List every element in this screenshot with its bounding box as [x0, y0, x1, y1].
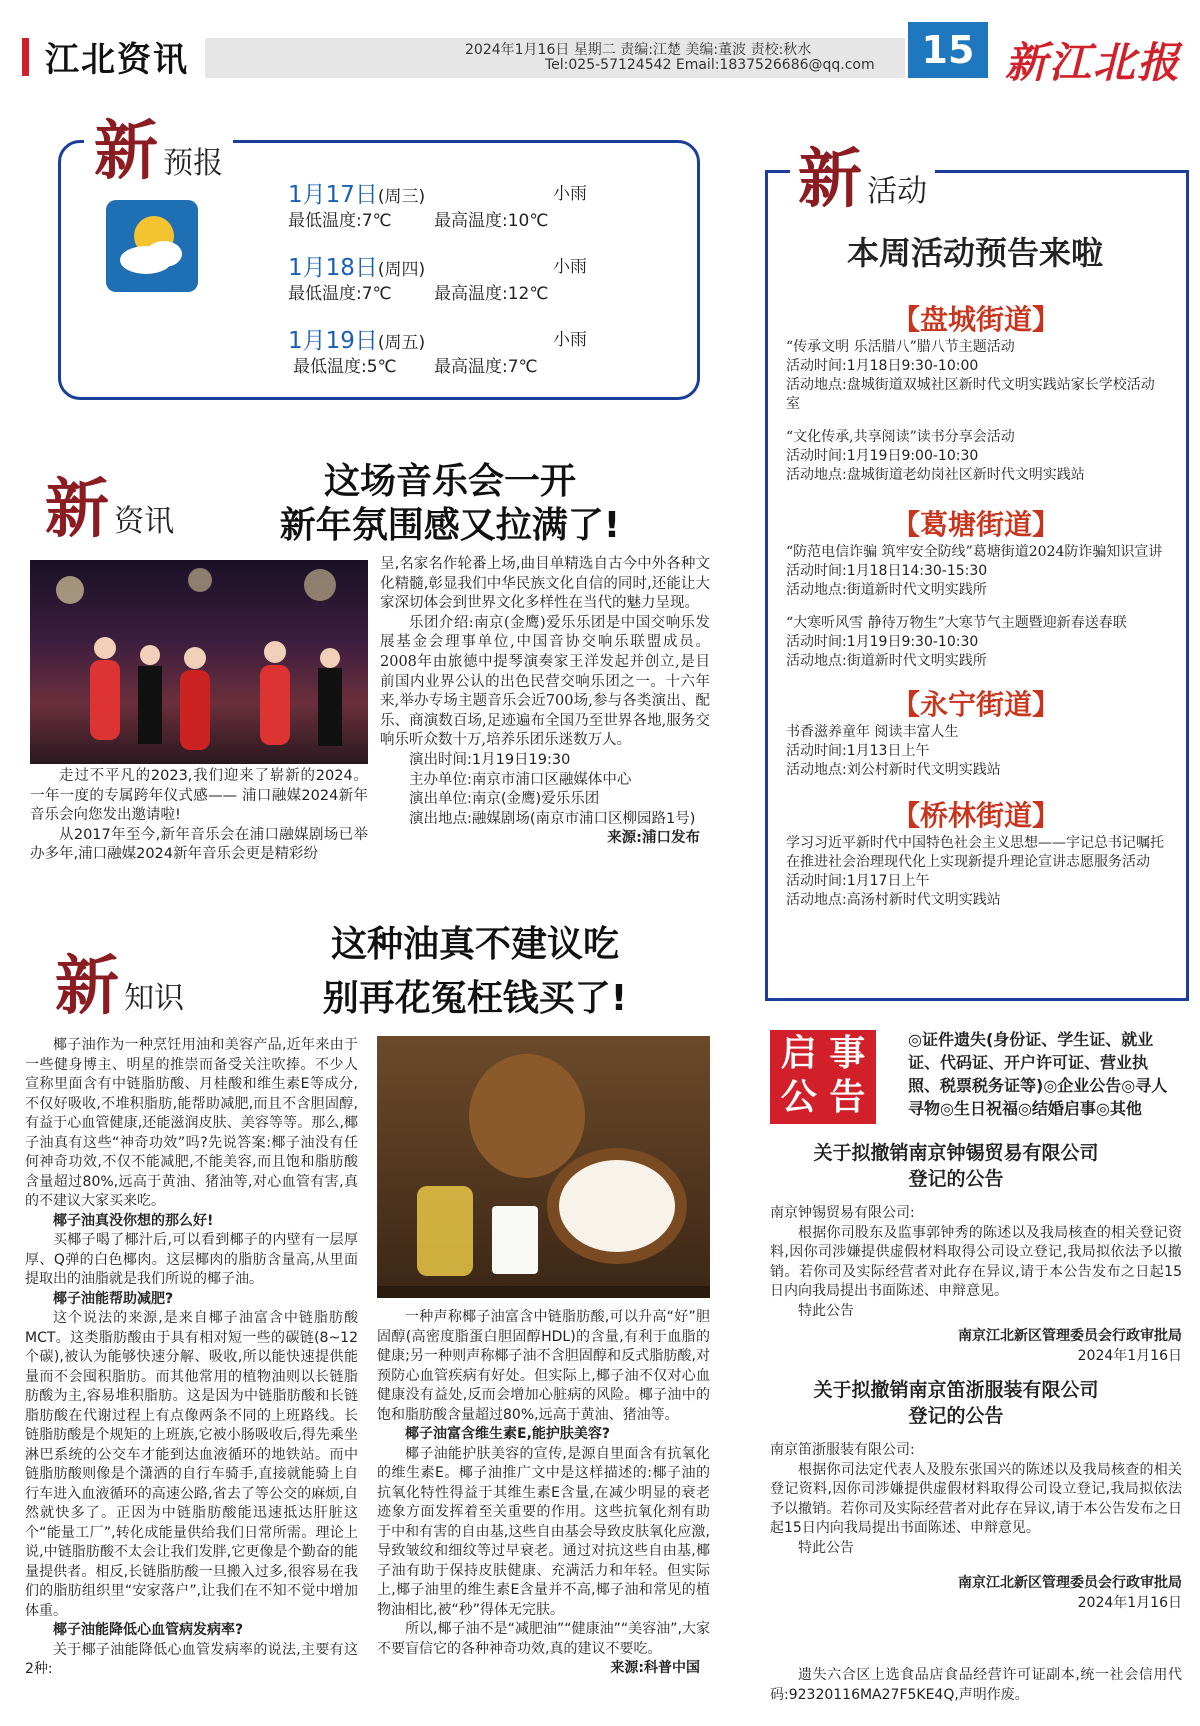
notice-title-line: 登记的公告 — [908, 1168, 1004, 1190]
paragraph: 椰子油能护肤美容的宣传,是源自里面含有抗氧化的维生素E。椰子油推广文中是这样描述的:椰子油的抗氧化特性得益于其维生素E含量,在减少明显的衰老迹象方面发挥着至关重要的作用。这些抗氧化剂有助于中和有害的自由基,这些自由基会导致皮肤氧化应激,导致皱纹和细纹等过早衰老。通过对抗这些自由基,椰子油有助于保持皮肤健康、充满活力和年轻。但实际上,椰子油里的维生素E含量并不高,椰子油和常见的植物油相比,被“秒”得体无完肤。 — [377, 1445, 710, 1618]
forecast-weather: 小雨 — [553, 184, 587, 204]
paragraph: 根据你司股东及监事郭钟秀的陈述以及我局核查的相关登记资料,因你司涉嫌提供虚假材料取得公司设立登记,我局拟依法予以撤销。若你司及实际经营者对此存在异议,请于本公告发布之日起15日内向我局提出书面陈述、申辩意见。 — [770, 1224, 1182, 1299]
forecast-weather: 小雨 — [553, 257, 587, 277]
knowledge-heading — [55, 935, 184, 1027]
event-place: 活动地点:高汤村新时代文明实践站 — [786, 892, 1001, 908]
badge-line: 启 事 — [780, 1033, 866, 1074]
event-place: 活动地点:盘城街道双城社区新时代文明实践站家长学校活动室 — [786, 377, 1155, 412]
loss-notice: 遗失六合区上选食品店食品经营许可证副本,统一社会信用代码:92320116MA27F5KE4Q,声明作废。 — [770, 1667, 1182, 1703]
headline-line: 这场音乐会一开 — [323, 461, 576, 502]
district-name: 【永宁街道】 — [891, 688, 1060, 721]
notice-date: 2024年1月16日 — [1077, 1594, 1182, 1611]
event-place: 活动地点:街道新时代文明实践所 — [786, 582, 987, 598]
xin-char: 新 — [94, 114, 158, 189]
event-name: “防范电信诈骗 筑牢安全防线”葛塘街道2024防诈骗知识宣讲 — [786, 544, 1163, 560]
forecast-day — [288, 322, 618, 395]
paragraph: 从2017年至今,新年音乐会在浦口融媒剧场已举办多年,浦口融媒2024新年音乐会更是精彩纷 — [30, 826, 368, 863]
district-block — [786, 503, 1166, 671]
paragraph: 这个说法的来源,是来自椰子油富含中链脂肪酸MCT。这类脂肪酸由于具有相对短一些的碳链(8~12个碳),被认为能够快速分解、吸收,所以能快速提供能量而不会囤积脂肪。而其他常用的植物油则以长链脂肪酸为主,容易堆积脂肪。这是因为中链脂肪酸和长链脂肪酸在代谢过程上有点像两条不同的上班路线。长链脂肪酸是个规矩的上班族,它被小肠吸收后,得先乘坐淋巴系统的公交车才能到达血液循环的地铁站。而中链脂肪酸则像是个潇洒的自行车骑手,直接就能骑上自行车进入血液循环的高速公路,省去了等公交的麻烦,自然就快多了。正因为中链脂肪酸能迅速抵达肝脏这个“能量工厂”,转化成能量供给我们日常所需。理论上说,中链脂肪酸不太会让我们发胖,它更像是个勤奋的能量提供者。相反,长链脂肪酸一旦搬入过多,很容易在我们的脂肪组织里“安家落户”,让我们在不知不觉中增加体重。 — [25, 1310, 358, 1619]
paragraph: 乐团介绍:南京(金鹰)爱乐乐团是中国交响乐发展基金会理事单位,中国音协交响乐联盟成员。2008年由旅德中提琴演奏家王洋发起并创立,是目前国内业界公认的出色民营交响乐团之一。十六年来,举办专场主题音乐会近700场,参与各类演出、配乐、商演数百场,足迹遍布全国乃至世界各地,服务交响乐听众数十万,培养乐团乐迷数万人。 — [380, 614, 710, 749]
headline-line: 新年氛围感又拉满了! — [279, 505, 621, 546]
concert-venue: 演出地点:融媒剧场(南京市浦口区柳园路1号) — [409, 810, 696, 827]
concert-photo — [30, 560, 368, 764]
notice-title-line: 关于拟撤销南京钟锡贸易有限公司 — [813, 1142, 1099, 1164]
event-name: “文化传承,共享阅读”读书分享会活动 — [786, 429, 1015, 445]
concert-host: 主办单位:南京市浦口区融媒体中心 — [409, 771, 632, 788]
page-number: 15 — [908, 22, 988, 78]
xin-char: 新 — [55, 949, 119, 1024]
district-name: 【盘城街道】 — [891, 303, 1060, 336]
headline-line: 别再花冤枉钱买了! — [322, 978, 628, 1019]
headline-line: 这种油真不建议吃 — [330, 924, 619, 965]
forecast-date: 1月18日 — [288, 255, 378, 281]
paragraph: 根据你司法定代表人及股东张国兴的陈述以及我局核查的相关登记资料,因你司涉嫌提供虚假材料取得公司设立登记,我局拟依法予以撤销。若你司及实际经营者对此存在异议,请于本公告发布之日起15日内向我局提出书面陈述、申辩意见。 — [770, 1461, 1182, 1536]
paragraph: 椰子油作为一种烹饪用油和美容产品,近年来由于一些健身博主、明星的推崇而备受关注吹捧。不少人宣称里面含有中链脂肪酸、月桂酸和维生素E等成分,不仅好吸收,不堆积脂肪,能帮助减肥,而且不含胆固醇,有益于心血管健康,还能滋润皮肤、美容等等。那么,椰子油真有这些“神奇功效”吗?先说答案:椰子油没有任何神奇功效,不仅不能减肥,不能美容,而且饱和脂肪酸含量超过80%,远高于黄油、猪油等,对心血管有害,真的不建议大家买来吃。 — [25, 1037, 358, 1209]
forecast-day — [288, 249, 618, 322]
notice-body — [770, 1441, 1182, 1613]
subheading: 椰子油真没你想的那么好! — [53, 1212, 214, 1229]
concert-performer: 演出单位:南京(金鹰)爱乐乐团 — [409, 791, 600, 808]
district-block — [786, 683, 1166, 780]
column-marker — [22, 38, 29, 76]
paragraph: 买椰子喝了椰汁后,可以看到椰子的内壁有一层厚厚、Q弹的白色椰肉。这层椰肉的脂肪含量高,从里面提取出的油脂就是我们所说的椰子油。 — [25, 1232, 358, 1287]
notice-date: 2024年1月16日 — [1077, 1347, 1182, 1364]
forecast-day — [288, 176, 618, 249]
district-name: 【桥林街道】 — [891, 799, 1060, 832]
event-time: 活动时间:1月17日上午 — [786, 873, 930, 889]
forecast-weather: 小雨 — [553, 330, 587, 350]
event-time: 活动时间:1月13日上午 — [786, 743, 930, 759]
subheading: 椰子油能降低心血管病发病率? — [53, 1622, 244, 1638]
district-name: 【葛塘街道】 — [891, 508, 1060, 541]
event-time: 活动时间:1月19日9:00-10:30 — [786, 448, 979, 464]
header-contact-line: Tel:025-57124542 Email:1837526686@qq.com — [545, 57, 875, 73]
paragraph: 一种声称椰子油富含中链脂肪酸,可以升高“好”胆固醇(高密度脂蛋白胆固醇HDL)的含量,有利于血脂的健康;另一种则声称椰子油不含胆固醇和反式脂肪酸,对预防心血管疾病有好处。但实际上,椰子油不仅对心血健康没有益处,反而会增加心脏病的风险。椰子油中的饱和脂肪酸含量超过80%,远高于黄油、猪油等。 — [377, 1309, 710, 1423]
notice-addressee: 南京钟锡贸易有限公司: — [770, 1205, 915, 1221]
forecast-heading — [84, 100, 233, 192]
source: 来源:浦口发布 — [607, 830, 700, 847]
concert-time: 演出时间:1月19日19:30 — [409, 751, 571, 768]
notice-special: 特此公告 — [798, 1302, 854, 1319]
event-name: 书香滋养童年 阅读丰富人生 — [786, 724, 959, 740]
event-name: 学习习近平新时代中国特色社会主义思想——宇记总书记嘱托在推进社会治理现代化上实现新提升理论宣讲志愿服务活动 — [786, 835, 1164, 870]
forecast-date: 1月19日 — [288, 328, 378, 354]
activities-list — [786, 298, 1166, 910]
paragraph: 所以,椰子油不是“减肥油”“健康油”“美容油”,大家不要盲信它的各种神奇功效,真的建议不要吃。 — [377, 1621, 710, 1657]
notice-categories: ◎证件遗失(身份证、学生证、就业证、代码证、开户许可证、营业执照、税票税务证等)◎企业公告◎寻人寻物◎生日祝福◎结婚启事◎其他 — [908, 1030, 1168, 1118]
notice-issuer: 南京江北新区管理委员会行政审批局 — [958, 1328, 1182, 1344]
event-name: “大寒听风雪 静待万物生”大寒节气主题暨迎新春送春联 — [786, 615, 1127, 631]
knowledge-headline — [250, 918, 700, 1026]
notice-badge — [770, 1030, 876, 1124]
header-date-line: 2024年1月16日 星期二 责编:江楚 美编:董波 责校:秋水 — [465, 42, 812, 58]
activities-title: 本周活动预告来啦 — [846, 234, 1103, 272]
notice-issuer: 南京江北新区管理委员会行政审批局 — [958, 1575, 1182, 1591]
header-info-strip — [205, 38, 905, 78]
forecast-weekday: (周五) — [377, 333, 426, 353]
event-place: 活动地点:盘城街道老幼岗社区新时代文明实践站 — [786, 467, 1085, 483]
knowledge-left-column — [25, 1036, 358, 1680]
coconut-oil-photo — [377, 1036, 710, 1298]
district-block — [786, 298, 1166, 485]
xin-char: 新 — [798, 142, 862, 217]
district-block — [786, 794, 1166, 910]
badge-line: 公 告 — [780, 1077, 866, 1118]
forecast-high: 最高温度:7℃ — [434, 357, 538, 377]
notice-title-line: 关于拟撤销南京笛浙服装有限公司 — [813, 1379, 1099, 1401]
event-place: 活动地点:刘公村新时代文明实践站 — [786, 762, 1001, 778]
paragraph: 走过不平凡的2023,我们迎来了崭新的2024。一年一度的专属跨年仪式感—— 浦口融媒2024新年音乐会向您发出邀请啦! — [30, 768, 368, 824]
notice-addressee: 南京笛浙服装有限公司: — [770, 1442, 915, 1458]
section-label: 活动 — [867, 174, 928, 209]
event-name: “传承文明 乐活腊八”腊八节主题活动 — [786, 339, 1015, 355]
event-time: 活动时间:1月18日14:30-15:30 — [786, 563, 988, 579]
news-right-column — [380, 555, 710, 849]
paragraph: 呈,名家名作轮番上场,曲目单精选自古今中外各种文化精髓,彰显我们中华民族文化自信的同时,还能让大家深切体会到世界文化多样性在当代的魅力呈现。 — [380, 556, 710, 612]
forecast-weekday: (周四) — [377, 260, 426, 280]
news-left-column — [30, 767, 368, 865]
notice-title-line: 登记的公告 — [908, 1405, 1004, 1427]
notice-special: 特此公告 — [798, 1539, 854, 1556]
forecast-days — [288, 176, 618, 395]
weather-rain-icon — [106, 200, 198, 292]
xin-char: 新 — [45, 472, 109, 547]
event-time: 活动时间:1月19日9:30-10:30 — [786, 634, 979, 650]
section-label: 资讯 — [114, 504, 175, 539]
notice-body — [770, 1204, 1182, 1366]
notice-title — [730, 1140, 1182, 1192]
news-headline — [230, 460, 670, 548]
event-place: 活动地点:街道新时代文明实践所 — [786, 653, 987, 669]
forecast-low: 最低温度:7℃ — [288, 211, 392, 231]
notice-item — [770, 1140, 1182, 1366]
forecast-high: 最高温度:10℃ — [434, 211, 549, 231]
section-label: 知识 — [124, 981, 185, 1016]
knowledge-right-column — [377, 1308, 710, 1679]
paragraph: 关于椰子油能降低心血管发病率的说法,主要有这2种: — [25, 1641, 358, 1677]
notice-title — [730, 1377, 1182, 1429]
notice-item — [770, 1377, 1182, 1613]
event-time: 活动时间:1月18日9:30-10:00 — [786, 358, 979, 374]
column-title: 江北资讯 — [45, 40, 189, 80]
section-label: 预报 — [163, 146, 224, 181]
forecast-date: 1月17日 — [288, 182, 378, 208]
forecast-low: 最低温度:7℃ — [288, 284, 392, 304]
news-heading — [45, 458, 174, 550]
subheading: 椰子油能帮助减肥? — [53, 1290, 174, 1307]
newspaper-logo: 新江北报 — [1005, 38, 1182, 87]
forecast-weekday: (周三) — [377, 187, 426, 207]
forecast-high: 最高温度:12℃ — [434, 284, 549, 304]
forecast-low: 最低温度:5℃ — [293, 357, 397, 377]
subheading: 椰子油富含维生素E,能护肤美容? — [405, 1426, 611, 1442]
source: 来源:科普中国 — [610, 1660, 700, 1676]
activities-heading — [790, 128, 935, 220]
